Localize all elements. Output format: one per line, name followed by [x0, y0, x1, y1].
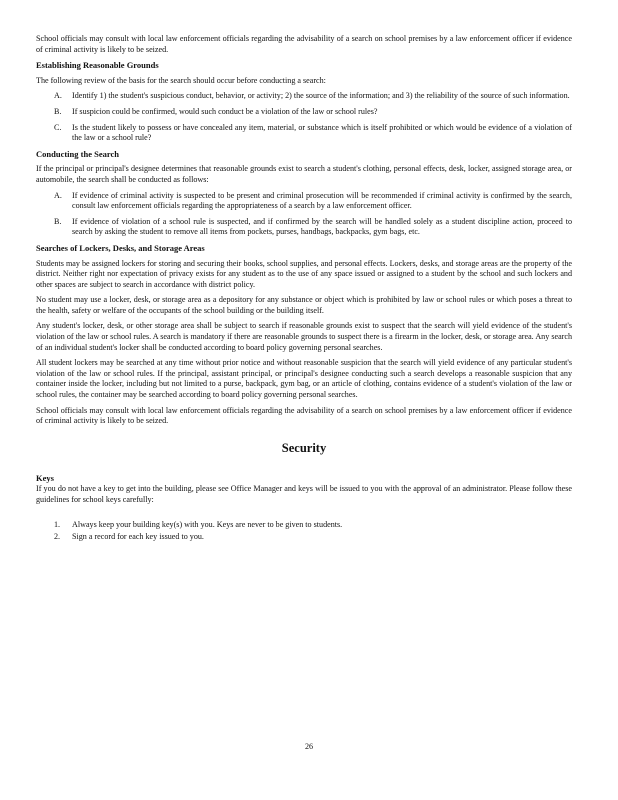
page-number: 26 — [304, 742, 314, 751]
keys-heading: Keys — [36, 472, 54, 483]
document-page — [36, 34, 572, 545]
security-title: Security — [281, 440, 327, 455]
list-item — [36, 107, 572, 118]
list-marker: A. — [54, 91, 62, 101]
lockers-paragraph-4: All student lockers may be searched at any time without prior notice and without reasonable suspicion that the search will yield evidence of any particular student's violation of the law or school rules. If the principal, assistant principal, or principal's designee conducting such a search develops a reasonable suspicion that any container inside the locker, including but not limited to a purse, backpack, gym bag, or an article of clothing, contains evidence of a student's violation of the law or school rules, the container may be searched according to board policy governing personal searches. — [36, 358, 572, 400]
list-item-text: If suspicion could be confirmed, would such conduct be a violation of the law or school rules? — [72, 106, 378, 116]
conducting-list — [36, 191, 572, 238]
list-marker: C. — [54, 122, 62, 132]
list-item-text: If evidence of criminal activity is suspected to be present and criminal prosecution will be recommended if criminal activity is confirmed by the search, consult law enforcement officials regarding the appropriateness of a search by a law enforcement officer. — [72, 190, 572, 211]
list-item-text: Is the student likely to possess or have concealed any item, material, or substance which is itself prohibited or which would be evidence of a violation of the law or a school rule? — [72, 122, 572, 143]
list-item — [36, 191, 572, 212]
list-item-text: Identify 1) the student's suspicious conduct, behavior, or activity; 2) the source of the information; and 3) the reliability of the source of such information. — [72, 91, 570, 101]
list-item — [36, 532, 572, 543]
list-item — [36, 217, 572, 238]
list-marker: 1. — [54, 519, 61, 529]
establishing-list — [36, 91, 572, 143]
conducting-heading: Conducting the Search — [36, 148, 119, 159]
lockers-paragraph-3: Any student's locker, desk, or other storage area shall be subject to search if reasonable grounds exist to suspect that the search will yield evidence of the student's violation of the law or school rules. A search is mandatory if there are reasonable grounds to suspect there is a firearm in the locker, desk, or storage area. Any search of an individual student's locker shall be conducted according to board policy governing personal searches. — [36, 321, 572, 352]
list-marker: B. — [54, 216, 62, 226]
lockers-heading: Searches of Lockers, Desks, and Storage Areas — [36, 242, 205, 253]
list-item — [36, 520, 572, 531]
list-marker: A. — [54, 190, 62, 200]
intro-paragraph: School officials may consult with local law enforcement officials regarding the advisability of a search on school premises by a law enforcement officer if evidence of criminal activity is likely to be seized. — [36, 34, 572, 54]
list-item-text: Always keep your building key(s) with you. Keys are never to be given to students. — [72, 519, 343, 529]
lockers-paragraph-1: Students may be assigned lockers for storing and securing their books, school supplies, and personal effects. Lockers, desks, and storage areas are the property of the district. Neither right nor expectation of privacy exists for any student as to the use of any space issued or assigned to a student by the school and such lockers and other spaces are subject to search in accordance with district policy. — [36, 258, 572, 289]
lockers-paragraph-5: School officials may consult with local law enforcement officials regarding the advisability of a search on school premises by a law enforcement officer if evidence of criminal activity is likely to be seized. — [36, 405, 572, 426]
list-item — [36, 91, 572, 102]
list-marker: 2. — [54, 532, 61, 542]
list-item — [36, 123, 572, 144]
list-item-text: Sign a record for each key issued to you. — [72, 532, 204, 542]
establishing-heading: Establishing Reasonable Grounds — [36, 60, 159, 71]
conducting-intro: If the principal or principal's designee determines that reasonable grounds exist to search a student's clothing, personal effects, desk, locker, assigned storage area, or automobile, the search shall be conducted as follows: — [36, 164, 572, 184]
list-item-text: If evidence of violation of a school rule is suspected, and if confirmed by the search will be handled solely as a student discipline action, proceed to search by asking the student to remove all items from pockets, purses, handbags, backpacks, gym bags, etc. — [72, 216, 572, 237]
lockers-paragraph-2: No student may use a locker, desk, or storage area as a depository for any substance or object which is prohibited by law or school rules or which poses a threat to the health, safety or welfare of the occupants of the school building or the building itself. — [36, 295, 572, 315]
keys-rules-list — [36, 520, 572, 543]
keys-intro: If you do not have a key to get into the building, please see Office Manager and keys will be issued to you with the approval of an administrator. Please follow these guidelines for school keys carefully: — [36, 484, 572, 504]
list-marker: B. — [54, 106, 62, 116]
establishing-intro: The following review of the basis for the search should occur before conducting a search: — [36, 75, 326, 85]
